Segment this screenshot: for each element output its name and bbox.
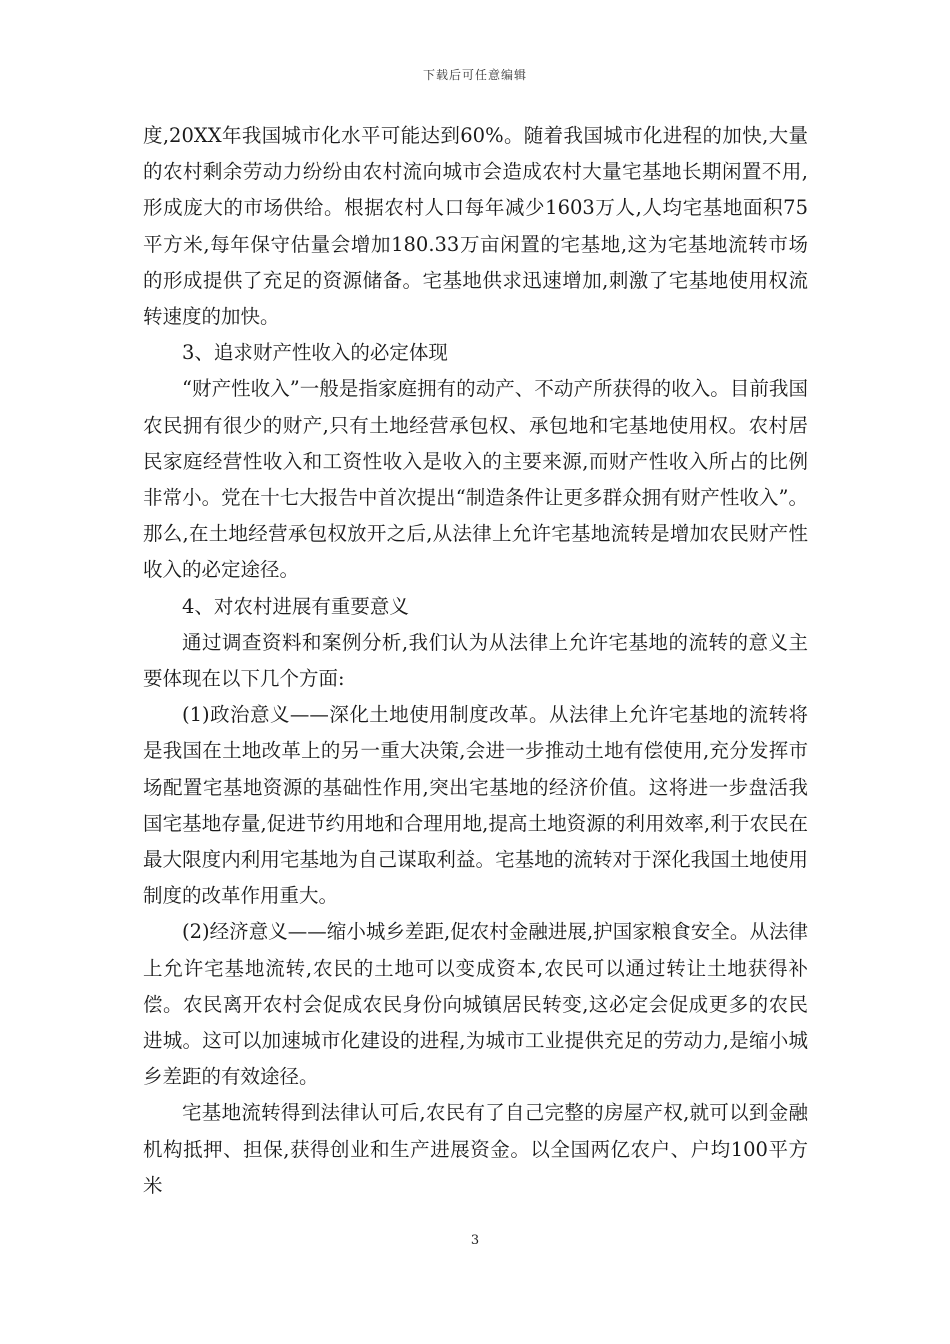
section-heading: 4、对农村进展有重要意义	[182, 594, 409, 618]
page-body	[143, 118, 808, 1204]
paragraph: 通过调查资料和案例分析,我们认为从法律上允许宅基地的流转的意义主要体现在以下几个方面:	[143, 630, 808, 691]
paragraph: 度,20XX年我国城市化水平可能达到60%。随着我国城市化进程的加快,大量的农村剩余劳动力纷纷由农村流向城市会造成农村大量宅基地长期闲置不用,形成庞大的市场供给。根据农村人口每年减少1603万人,人均宅基地面积75平方米,每年保守估量会增加180.33万亩闲置的宅基地,这为宅基地流转市场的形成提供了充足的资源储备。宅基地供求迅速增加,刺激了宅基地使用权流转速度的加快。	[143, 124, 808, 329]
page-header: 下载后可任意编辑	[422, 68, 527, 82]
paragraph: (1)政治意义——深化土地使用制度改革。从法律上允许宅基地的流转将是我国在土地改革上的另一重大决策,会进一步推动土地有偿使用,充分发挥市场配置宅基地资源的基础性作用,突出宅基地的经济价值。这将进一步盘活我国宅基地存量,促进节约用地和合理用地,提高土地资源的利用效率,利于农民在最大限度内利用宅基地为自己谋取利益。宅基地的流转对于深化我国土地使用制度的改革作用重大。	[143, 703, 808, 908]
paragraph: 宅基地流转得到法律认可后,农民有了自己完整的房屋产权,就可以到金融机构抵押、担保,获得创业和生产进展资金。以全国两亿农户、户均100平方米	[143, 1101, 808, 1197]
paragraph: (2)经济意义——缩小城乡差距,促农村金融进展,护国家粮食安全。从法律上允许宅基地流转,农民的土地可以变成资本,农民可以通过转让土地获得补偿。农民离开农村会促成农民身份向城镇居民转变,这必定会促成更多的农民进城。这可以加速城市化建设的进程,为城市工业提供充足的劳动力,是缩小城乡差距的有效途径。	[143, 920, 808, 1089]
page-number: 3	[470, 1233, 480, 1248]
paragraph: “财产性收入”一般是指家庭拥有的动产、不动产所获得的收入。目前我国农民拥有很少的财产,只有土地经营承包权、承包地和宅基地使用权。农村居民家庭经营性收入和工资性收入是收入的主要来源,而财产性收入所占的比例非常小。党在十七大报告中首次提出“制造条件让更多群众拥有财产性收入”。那么,在土地经营承包权放开之后,从法律上允许宅基地流转是增加农民财产性收入的必定途径。	[143, 377, 808, 582]
section-heading: 3、追求财产性收入的必定体现	[182, 341, 448, 365]
